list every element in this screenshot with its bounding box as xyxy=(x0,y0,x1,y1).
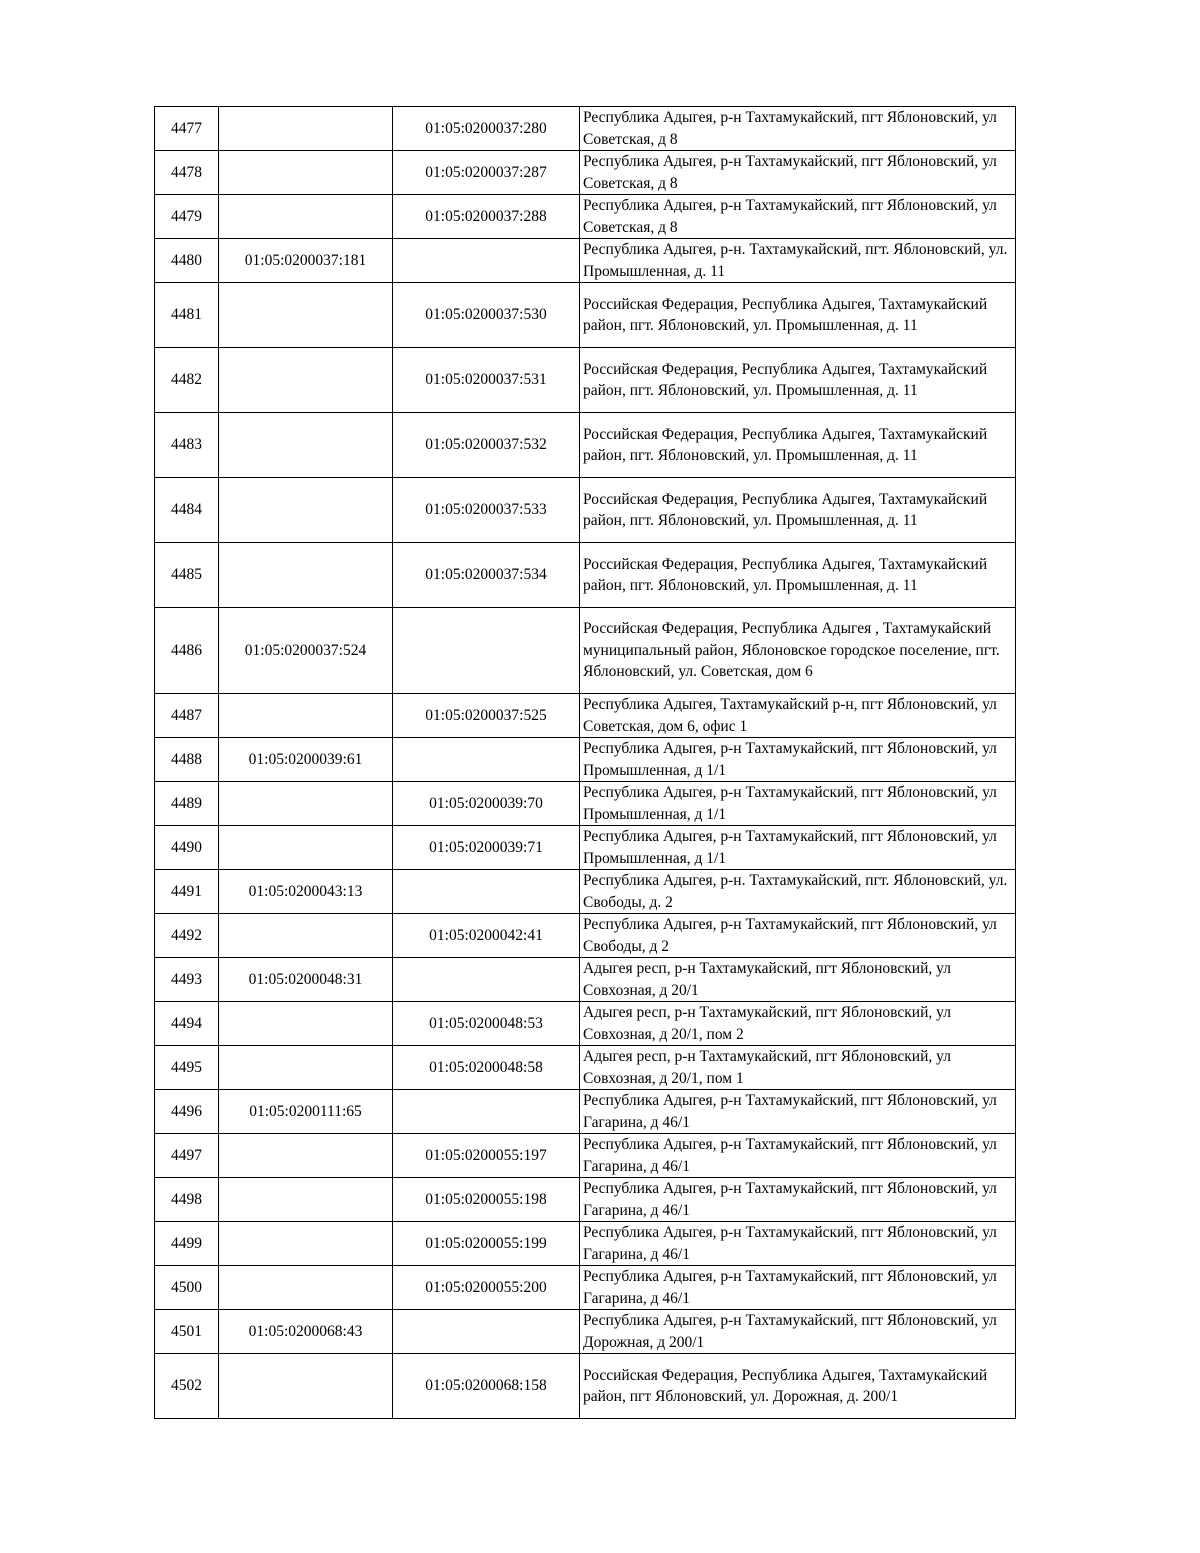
parcel-cadastral-number xyxy=(219,914,393,958)
row-number: 4497 xyxy=(155,1134,219,1178)
row-number: 4491 xyxy=(155,870,219,914)
table-row xyxy=(155,738,1016,782)
building-cadastral-number: 01:05:0200037:287 xyxy=(393,151,580,195)
table-row xyxy=(155,608,1016,694)
parcel-cadastral-number: 01:05:0200037:524 xyxy=(219,608,393,694)
table-row xyxy=(155,1046,1016,1090)
building-cadastral-number xyxy=(393,870,580,914)
row-number: 4486 xyxy=(155,608,219,694)
address-cell: Адыгея респ, р-н Тахтамукайский, пгт Яблоновский, ул Совхозная, д 20/1, пом 2 xyxy=(580,1002,1016,1046)
parcel-cadastral-number xyxy=(219,1134,393,1178)
row-number: 4489 xyxy=(155,782,219,826)
address-cell: Республика Адыгея, р-н Тахтамукайский, пгт Яблоновский, ул Промышленная, д 1/1 xyxy=(580,826,1016,870)
row-number: 4495 xyxy=(155,1046,219,1090)
parcel-cadastral-number: 01:05:0200111:65 xyxy=(219,1090,393,1134)
address-cell: Республика Адыгея, р-н Тахтамукайский, пгт Яблоновский, ул Дорожная, д 200/1 xyxy=(580,1310,1016,1354)
building-cadastral-number xyxy=(393,958,580,1002)
parcel-cadastral-number: 01:05:0200039:61 xyxy=(219,738,393,782)
table-row xyxy=(155,1002,1016,1046)
building-cadastral-number: 01:05:0200048:53 xyxy=(393,1002,580,1046)
table-row xyxy=(155,283,1016,348)
building-cadastral-number: 01:05:0200055:197 xyxy=(393,1134,580,1178)
parcel-cadastral-number: 01:05:0200048:31 xyxy=(219,958,393,1002)
parcel-cadastral-number xyxy=(219,543,393,608)
building-cadastral-number xyxy=(393,738,580,782)
address-cell: Республика Адыгея, р-н. Тахтамукайский, пгт. Яблоновский, ул. Промышленная, д. 11 xyxy=(580,239,1016,283)
row-number: 4493 xyxy=(155,958,219,1002)
building-cadastral-number xyxy=(393,608,580,694)
row-number: 4492 xyxy=(155,914,219,958)
parcel-cadastral-number xyxy=(219,151,393,195)
building-cadastral-number: 01:05:0200037:531 xyxy=(393,348,580,413)
parcel-cadastral-number xyxy=(219,1002,393,1046)
address-cell: Республика Адыгея, р-н Тахтамукайский, пгт Яблоновский, ул Гагарина, д 46/1 xyxy=(580,1090,1016,1134)
table-row xyxy=(155,195,1016,239)
row-number: 4483 xyxy=(155,413,219,478)
address-cell: Адыгея респ, р-н Тахтамукайский, пгт Яблоновский, ул Совхозная, д 20/1, пом 1 xyxy=(580,1046,1016,1090)
building-cadastral-number: 01:05:0200042:41 xyxy=(393,914,580,958)
row-number: 4478 xyxy=(155,151,219,195)
address-cell: Республика Адыгея, р-н Тахтамукайский, пгт Яблоновский, ул Гагарина, д 46/1 xyxy=(580,1134,1016,1178)
row-number: 4499 xyxy=(155,1222,219,1266)
parcel-cadastral-number xyxy=(219,195,393,239)
address-cell: Республика Адыгея, р-н Тахтамукайский, пгт Яблоновский, ул Советская, д 8 xyxy=(580,107,1016,151)
row-number: 4496 xyxy=(155,1090,219,1134)
building-cadastral-number xyxy=(393,239,580,283)
address-cell: Республика Адыгея, р-н Тахтамукайский, пгт Яблоновский, ул Промышленная, д 1/1 xyxy=(580,782,1016,826)
table-row xyxy=(155,478,1016,543)
table-row xyxy=(155,543,1016,608)
row-number: 4482 xyxy=(155,348,219,413)
building-cadastral-number: 01:05:0200037:525 xyxy=(393,694,580,738)
table-row xyxy=(155,1354,1016,1419)
address-cell: Российская Федерация, Республика Адыгея , Тахтамукайский муниципальный район, Яблоновское городское поселение, пгт. Яблоновский, ул. Советская, дом 6 xyxy=(580,608,1016,694)
table-row xyxy=(155,870,1016,914)
parcel-cadastral-number: 01:05:0200043:13 xyxy=(219,870,393,914)
row-number: 4479 xyxy=(155,195,219,239)
parcel-cadastral-number xyxy=(219,1046,393,1090)
table-row xyxy=(155,826,1016,870)
table-row xyxy=(155,1090,1016,1134)
building-cadastral-number: 01:05:0200055:200 xyxy=(393,1266,580,1310)
address-cell: Адыгея респ, р-н Тахтамукайский, пгт Яблоновский, ул Совхозная, д 20/1 xyxy=(580,958,1016,1002)
row-number: 4480 xyxy=(155,239,219,283)
table-row xyxy=(155,1134,1016,1178)
building-cadastral-number: 01:05:0200037:534 xyxy=(393,543,580,608)
row-number: 4494 xyxy=(155,1002,219,1046)
address-cell: Республика Адыгея, р-н Тахтамукайский, пгт Яблоновский, ул Советская, д 8 xyxy=(580,195,1016,239)
address-cell: Республика Адыгея, р-н Тахтамукайский, пгт Яблоновский, ул Свободы, д 2 xyxy=(580,914,1016,958)
address-cell: Российская Федерация, Республика Адыгея, Тахтамукайский район, пгт. Яблоновский, ул. Промышленная, д. 11 xyxy=(580,348,1016,413)
building-cadastral-number: 01:05:0200039:71 xyxy=(393,826,580,870)
table-row xyxy=(155,413,1016,478)
row-number: 4490 xyxy=(155,826,219,870)
address-cell: Республика Адыгея, р-н Тахтамукайский, пгт Яблоновский, ул Советская, д 8 xyxy=(580,151,1016,195)
building-cadastral-number: 01:05:0200037:530 xyxy=(393,283,580,348)
parcel-cadastral-number xyxy=(219,1178,393,1222)
building-cadastral-number: 01:05:0200037:280 xyxy=(393,107,580,151)
row-number: 4500 xyxy=(155,1266,219,1310)
table-row xyxy=(155,348,1016,413)
parcel-cadastral-number xyxy=(219,1222,393,1266)
parcel-cadastral-number xyxy=(219,1266,393,1310)
parcel-cadastral-number xyxy=(219,348,393,413)
building-cadastral-number: 01:05:0200037:533 xyxy=(393,478,580,543)
building-cadastral-number: 01:05:0200055:199 xyxy=(393,1222,580,1266)
building-cadastral-number: 01:05:0200037:532 xyxy=(393,413,580,478)
table-row xyxy=(155,151,1016,195)
table-row xyxy=(155,107,1016,151)
parcel-cadastral-number xyxy=(219,413,393,478)
building-cadastral-number: 01:05:0200048:58 xyxy=(393,1046,580,1090)
row-number: 4481 xyxy=(155,283,219,348)
address-cell: Республика Адыгея, р-н Тахтамукайский, пгт Яблоновский, ул Гагарина, д 46/1 xyxy=(580,1222,1016,1266)
address-cell: Российская Федерация, Республика Адыгея, Тахтамукайский район, пгт. Яблоновский, ул. Промышленная, д. 11 xyxy=(580,478,1016,543)
address-cell: Российская Федерация, Республика Адыгея, Тахтамукайский район, пгт Яблоновский, ул. Дорожная, д. 200/1 xyxy=(580,1354,1016,1419)
row-number: 4487 xyxy=(155,694,219,738)
table-row xyxy=(155,1310,1016,1354)
table-row xyxy=(155,239,1016,283)
cadastral-table xyxy=(154,106,1016,1419)
row-number: 4477 xyxy=(155,107,219,151)
parcel-cadastral-number xyxy=(219,782,393,826)
table-row xyxy=(155,694,1016,738)
address-cell: Республика Адыгея, Тахтамукайский р-н, пгт Яблоновский, ул Советская, дом 6, офис 1 xyxy=(580,694,1016,738)
parcel-cadastral-number xyxy=(219,107,393,151)
row-number: 4501 xyxy=(155,1310,219,1354)
parcel-cadastral-number xyxy=(219,478,393,543)
address-cell: Республика Адыгея, р-н. Тахтамукайский, пгт. Яблоновский, ул. Свободы, д. 2 xyxy=(580,870,1016,914)
building-cadastral-number: 01:05:0200068:158 xyxy=(393,1354,580,1419)
address-cell: Республика Адыгея, р-н Тахтамукайский, пгт Яблоновский, ул Гагарина, д 46/1 xyxy=(580,1266,1016,1310)
parcel-cadastral-number: 01:05:0200037:181 xyxy=(219,239,393,283)
building-cadastral-number: 01:05:0200039:70 xyxy=(393,782,580,826)
table-row xyxy=(155,1222,1016,1266)
parcel-cadastral-number xyxy=(219,826,393,870)
address-cell: Республика Адыгея, р-н Тахтамукайский, пгт Яблоновский, ул Гагарина, д 46/1 xyxy=(580,1178,1016,1222)
building-cadastral-number xyxy=(393,1310,580,1354)
building-cadastral-number: 01:05:0200037:288 xyxy=(393,195,580,239)
address-cell: Российская Федерация, Республика Адыгея, Тахтамукайский район, пгт. Яблоновский, ул. Промышленная, д. 11 xyxy=(580,413,1016,478)
building-cadastral-number xyxy=(393,1090,580,1134)
table-row xyxy=(155,1178,1016,1222)
parcel-cadastral-number xyxy=(219,283,393,348)
parcel-cadastral-number: 01:05:0200068:43 xyxy=(219,1310,393,1354)
row-number: 4484 xyxy=(155,478,219,543)
row-number: 4485 xyxy=(155,543,219,608)
row-number: 4498 xyxy=(155,1178,219,1222)
row-number: 4488 xyxy=(155,738,219,782)
table-row xyxy=(155,914,1016,958)
building-cadastral-number: 01:05:0200055:198 xyxy=(393,1178,580,1222)
parcel-cadastral-number xyxy=(219,694,393,738)
address-cell: Российская Федерация, Республика Адыгея, Тахтамукайский район, пгт. Яблоновский, ул. Промышленная, д. 11 xyxy=(580,283,1016,348)
parcel-cadastral-number xyxy=(219,1354,393,1419)
table-row xyxy=(155,782,1016,826)
row-number: 4502 xyxy=(155,1354,219,1419)
table-row xyxy=(155,1266,1016,1310)
address-cell: Республика Адыгея, р-н Тахтамукайский, пгт Яблоновский, ул Промышленная, д 1/1 xyxy=(580,738,1016,782)
table-row xyxy=(155,958,1016,1002)
address-cell: Российская Федерация, Республика Адыгея, Тахтамукайский район, пгт. Яблоновский, ул. Промышленная, д. 11 xyxy=(580,543,1016,608)
